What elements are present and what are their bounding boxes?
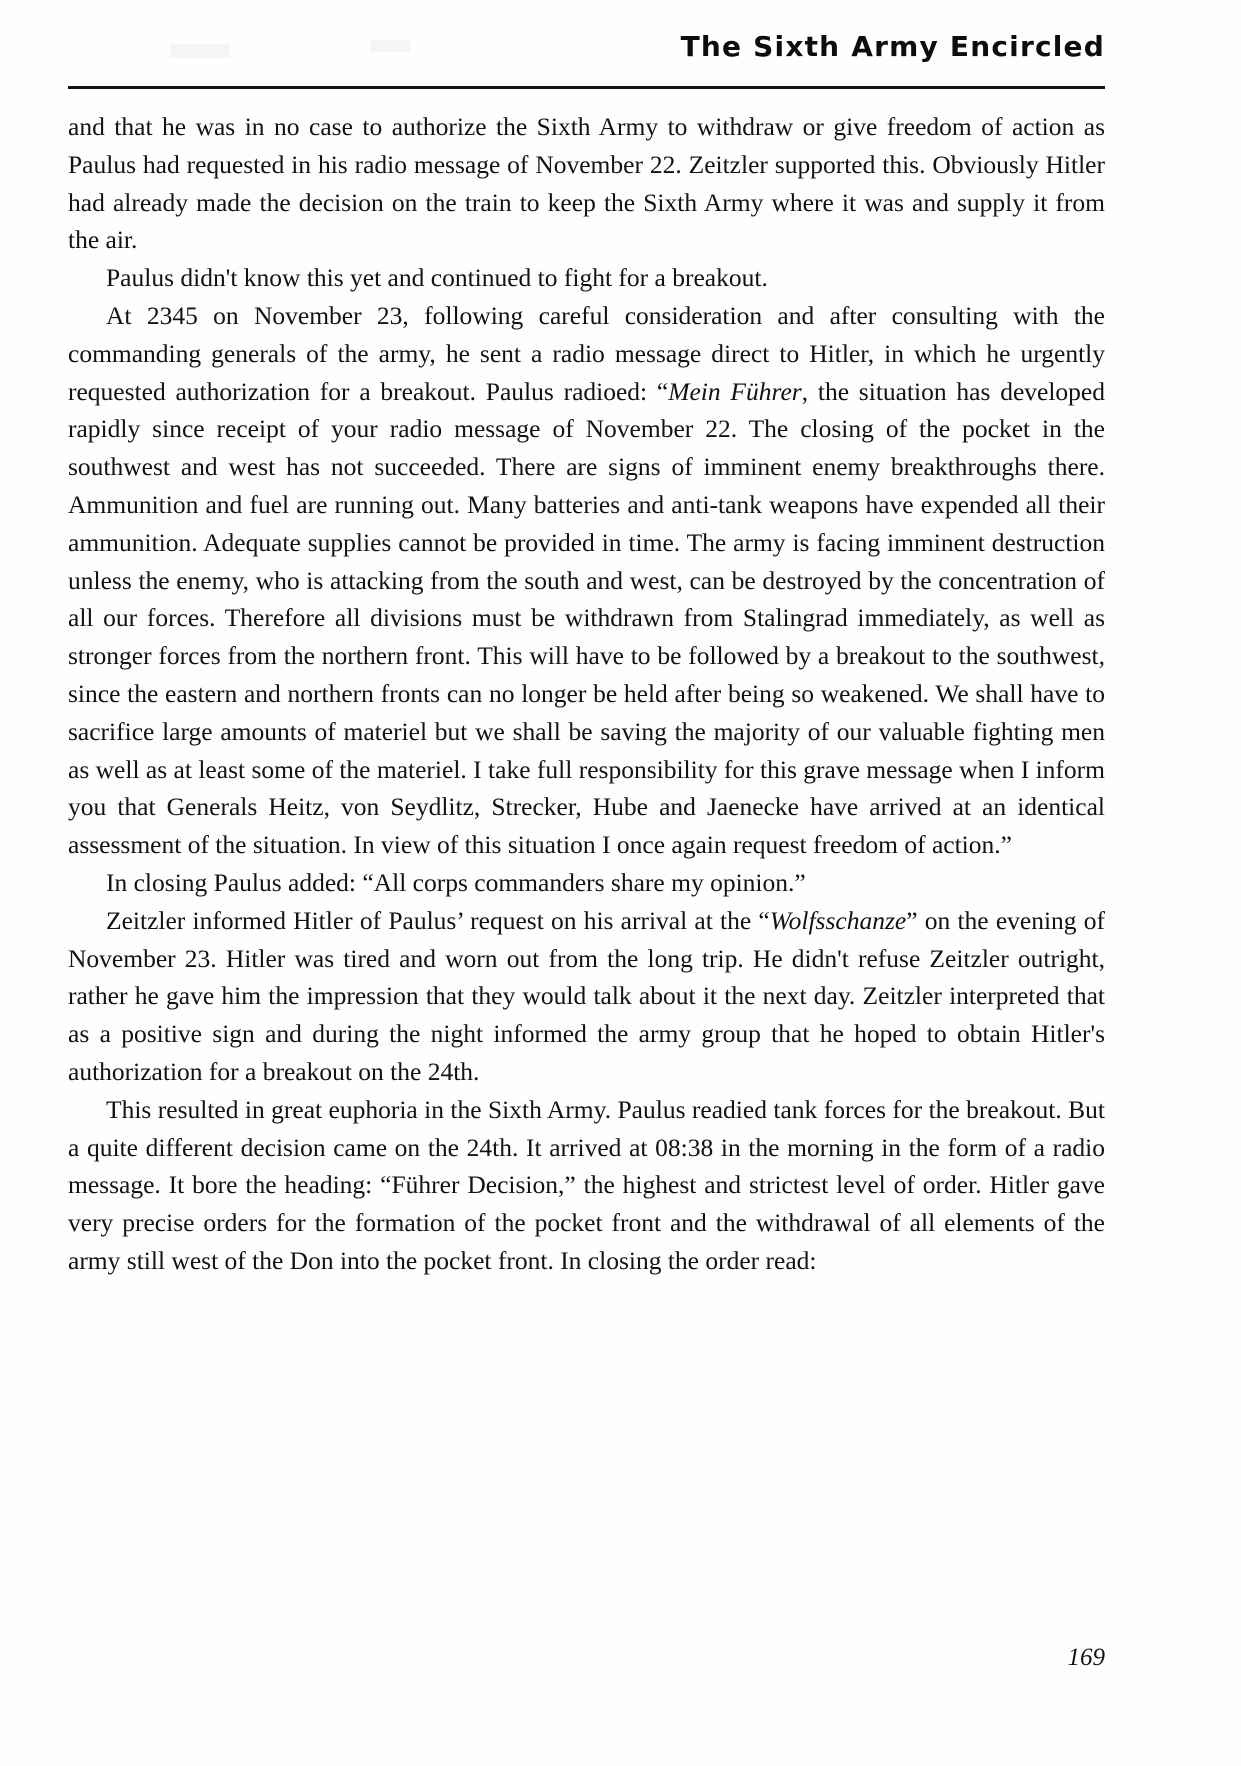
emphasis-text: Wolfsschanze — [769, 905, 907, 935]
text-run: Paulus didn't know this yet and continued to fight for a breakout. — [106, 263, 768, 293]
paragraph — [68, 902, 1105, 1091]
text-run: This resulted in great euphoria in the Sixth Army. Paulus readied tank forces for the breakout. But a quite different decision came on the 24th. It arrived at 08:38 in the morning in the form of a radio message. It bore the heading: “Führer Decision,” the highest and strictest level of order. Hitler gave very precise orders for the formation of the pocket front and the withdrawal of all elements of the army still west of the Don into the pocket front. In closing the order read: — [68, 1094, 1105, 1275]
text-run: and that he was in no case to authorize the Sixth Army to withdraw or give freedom of action as Paulus had requested in his radio message of November 22. Zeitzler supported this. Obviously Hitler had already made the decision on the train to keep the Sixth Army where it was and supply it from the air. — [68, 112, 1105, 255]
paragraph — [68, 864, 1105, 902]
text-run: ” on the evening of November 23. Hitler was tired and worn out from the long trip. He didn't refuse Zeitzler outright, rather he gave him the impression that they would talk about it the next day. Zeitzler interpreted that as a positive sign and during the night informed the army group that he hoped to obtain Hitler's authorization for a breakout on the 24th. — [68, 905, 1106, 1086]
text-run: Zeitzler informed Hitler of Paulus’ request on his arrival at the “ — [106, 905, 770, 935]
paragraph — [68, 297, 1105, 864]
paragraph — [68, 108, 1105, 259]
page-header — [68, 30, 1105, 63]
running-title: The Sixth Army Encircled — [680, 30, 1105, 63]
text-run: In closing Paulus added: “All corps commanders share my opinion.” — [106, 867, 806, 897]
paragraph — [68, 1091, 1105, 1280]
body-text — [68, 108, 1105, 1280]
emphasis-text: Mein Führer — [668, 376, 802, 406]
text-run: At 2345 on November 23, following careful consideration and after consulting with the commanding generals of the army, he sent a radio message direct to Hitler, in which he urgently requested authorization for a breakout. Paulus radioed: “ — [68, 300, 1105, 406]
paragraph — [68, 259, 1105, 297]
page-number: 169 — [1067, 1644, 1105, 1671]
header-divider — [68, 86, 1105, 89]
text-run: , the situation has developed rapidly since receipt of your radio message of November 22. The closing of the pocket in the southwest and west has not succeeded. There are signs of imminent enemy breakthroughs there. Ammunition and fuel are running out. Many batteries and anti-tank weapons have expended all their ammunition. Adequate supplies cannot be provided in time. The army is facing imminent destruction unless the enemy, who is attacking from the south and west, can be destroyed by the concentration of all our forces. Therefore all divisions must be withdrawn from Stalingrad immediately, as well as stronger forces from the northern front. This will have to be followed by a breakout to the southwest, since the eastern and northern fronts can no longer be held after being so weakened. We shall have to sacrifice large amounts of materiel but we shall be saving the majority of our valuable fighting men as well as at least some of the materiel. I take full responsibility for this grave message when I inform you that Generals Heitz, von Seydlitz, Strecker, Hube and Jaenecke have arrived at an identical assessment of the situation. In view of this situation I once again request freedom of action.” — [68, 376, 1105, 860]
